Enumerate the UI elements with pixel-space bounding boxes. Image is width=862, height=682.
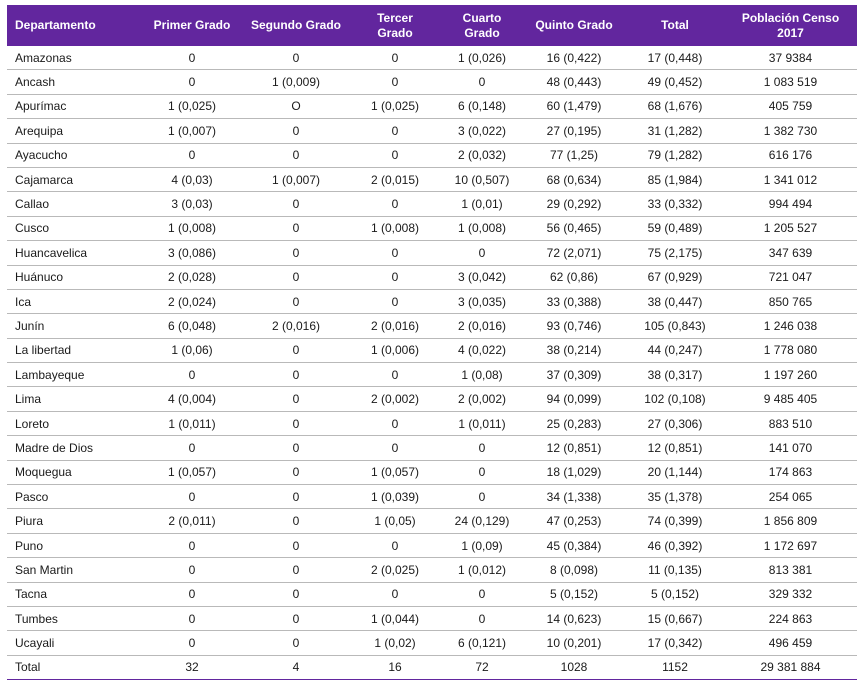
table-cell: 1 172 697 [724,533,857,557]
table-cell: 1 382 730 [724,119,857,143]
table-cell: 4 [244,655,348,679]
table-cell: 3 (0,042) [442,265,522,289]
table-cell: 8 (0,098) [522,558,626,582]
header-row [7,5,857,46]
table-cell: 1 (0,011) [442,411,522,435]
table-row [7,70,857,94]
table-row [7,46,857,70]
table-row [7,655,857,679]
row-label-cell: Moquegua [7,460,140,484]
table-cell: 1 778 080 [724,338,857,362]
table-cell: 0 [244,289,348,313]
table-cell: 85 (1,984) [626,167,724,191]
row-label-cell: Ancash [7,70,140,94]
table-cell: 45 (0,384) [522,533,626,557]
table-cell: 2 (0,016) [442,314,522,338]
column-header: Departamento [7,5,140,46]
table-cell: 2 (0,016) [348,314,442,338]
table-cell: 721 047 [724,265,857,289]
table-cell: 1152 [626,655,724,679]
table-cell: 10 (0,507) [442,167,522,191]
table-cell: 0 [244,606,348,630]
table-cell: 1 (0,02) [348,631,442,655]
table-row [7,119,857,143]
row-label-cell: Lima [7,387,140,411]
table-cell: 2 (0,025) [348,558,442,582]
table-cell: 254 065 [724,485,857,509]
table-cell: 0 [140,436,244,460]
row-label-cell: Apurímac [7,94,140,118]
table-cell: 1 083 519 [724,70,857,94]
table-cell: 27 (0,195) [522,119,626,143]
table-cell: 33 (0,388) [522,289,626,313]
table-cell: O [244,94,348,118]
row-label-cell: Ucayali [7,631,140,655]
table-cell: 0 [442,606,522,630]
table-cell: 18 (1,029) [522,460,626,484]
table-cell: 1 (0,008) [140,216,244,240]
table-cell: 0 [244,533,348,557]
row-label-cell: Cajamarca [7,167,140,191]
table-cell: 17 (0,342) [626,631,724,655]
row-label-cell: San Martin [7,558,140,582]
table-cell: 35 (1,378) [626,485,724,509]
table-cell: 1 (0,007) [140,119,244,143]
table-cell: 0 [348,436,442,460]
row-label-cell: Puno [7,533,140,557]
column-header: Total [626,5,724,46]
table-cell: 1 (0,012) [442,558,522,582]
table-cell: 72 (2,071) [522,241,626,265]
table-cell: 3 (0,03) [140,192,244,216]
table-cell: 0 [140,70,244,94]
table-cell: 24 (0,129) [442,509,522,533]
table-row [7,338,857,362]
table-cell: 10 (0,201) [522,631,626,655]
table-row [7,411,857,435]
row-label-cell: Lambayeque [7,363,140,387]
column-header: Cuarto Grado [442,5,522,46]
table-cell: 405 759 [724,94,857,118]
table-cell: 38 (0,214) [522,338,626,362]
row-label-cell: Amazonas [7,46,140,70]
table-cell: 0 [244,411,348,435]
table-cell: 0 [140,485,244,509]
table-cell: 1 (0,08) [442,363,522,387]
table-cell: 67 (0,929) [626,265,724,289]
row-label-cell: Huánuco [7,265,140,289]
table-cell: 3 (0,035) [442,289,522,313]
table-cell: 174 863 [724,460,857,484]
table-cell: 4 (0,03) [140,167,244,191]
row-label-cell: Ica [7,289,140,313]
table-cell: 12 (0,851) [626,436,724,460]
row-label-cell: Cusco [7,216,140,240]
table-cell: 0 [140,606,244,630]
table-cell: 1 (0,026) [442,46,522,70]
row-label-cell: Loreto [7,411,140,435]
table-cell: 2 (0,011) [140,509,244,533]
table-cell: 1028 [522,655,626,679]
table-cell: 0 [244,485,348,509]
table-container [7,5,857,680]
table-row [7,606,857,630]
table-cell: 850 765 [724,289,857,313]
table-cell: 1 246 038 [724,314,857,338]
row-label-cell: Tumbes [7,606,140,630]
table-cell: 1 (0,044) [348,606,442,630]
column-header: Segundo Grado [244,5,348,46]
table-cell: 2 (0,015) [348,167,442,191]
table-cell: 16 (0,422) [522,46,626,70]
table-cell: 813 381 [724,558,857,582]
table-row [7,289,857,313]
table-cell: 15 (0,667) [626,606,724,630]
table-cell: 9 485 405 [724,387,857,411]
table-cell: 1 (0,011) [140,411,244,435]
table-cell: 38 (0,447) [626,289,724,313]
table-cell: 1 (0,008) [442,216,522,240]
row-label-cell: Junín [7,314,140,338]
table-cell: 1 (0,025) [348,94,442,118]
table-cell: 2 (0,002) [348,387,442,411]
table-row [7,558,857,582]
table-cell: 0 [348,533,442,557]
table-row [7,192,857,216]
table-cell: 5 (0,152) [626,582,724,606]
row-label-cell: Madre de Dios [7,436,140,460]
table-cell: 224 863 [724,606,857,630]
table-row [7,485,857,509]
table-cell: 38 (0,317) [626,363,724,387]
table-cell: 48 (0,443) [522,70,626,94]
table-cell: 17 (0,448) [626,46,724,70]
table-cell: 4 (0,022) [442,338,522,362]
row-label-cell: Total [7,655,140,679]
table-cell: 20 (1,144) [626,460,724,484]
table-cell: 59 (0,489) [626,216,724,240]
table-cell: 1 205 527 [724,216,857,240]
table-cell: 16 [348,655,442,679]
table-cell: 74 (0,399) [626,509,724,533]
table-cell: 0 [244,216,348,240]
table-cell: 0 [442,436,522,460]
table-cell: 3 (0,086) [140,241,244,265]
table-cell: 33 (0,332) [626,192,724,216]
table-cell: 1 856 809 [724,509,857,533]
table-row [7,94,857,118]
table-cell: 46 (0,392) [626,533,724,557]
table-row [7,460,857,484]
table-row [7,143,857,167]
table-cell: 72 [442,655,522,679]
table-row [7,582,857,606]
table-cell: 0 [348,192,442,216]
table-cell: 0 [244,265,348,289]
table-cell: 68 (1,676) [626,94,724,118]
table-header [7,5,857,46]
table-row [7,216,857,240]
table-row [7,363,857,387]
table-cell: 14 (0,623) [522,606,626,630]
table-cell: 496 459 [724,631,857,655]
table-cell: 27 (0,306) [626,411,724,435]
table-cell: 994 494 [724,192,857,216]
table-cell: 56 (0,465) [522,216,626,240]
table-cell: 0 [348,289,442,313]
table-body [7,46,857,680]
table-cell: 1 341 012 [724,167,857,191]
table-row [7,387,857,411]
table-cell: 0 [244,119,348,143]
table-cell: 0 [442,460,522,484]
table-cell: 6 (0,048) [140,314,244,338]
table-cell: 94 (0,099) [522,387,626,411]
table-cell: 883 510 [724,411,857,435]
table-cell: 0 [244,387,348,411]
table-cell: 1 197 260 [724,363,857,387]
table-cell: 3 (0,022) [442,119,522,143]
table-cell: 29 381 884 [724,655,857,679]
table-cell: 102 (0,108) [626,387,724,411]
table-cell: 77 (1,25) [522,143,626,167]
column-header: Tercer Grado [348,5,442,46]
column-header: Población Censo 2017 [724,5,857,46]
table-cell: 1 (0,09) [442,533,522,557]
table-cell: 1 (0,05) [348,509,442,533]
table-cell: 79 (1,282) [626,143,724,167]
table-cell: 0 [244,338,348,362]
table-cell: 2 (0,002) [442,387,522,411]
table-cell: 0 [244,558,348,582]
table-cell: 0 [348,143,442,167]
table-cell: 0 [140,631,244,655]
table-row [7,265,857,289]
table-cell: 12 (0,851) [522,436,626,460]
table-cell: 60 (1,479) [522,94,626,118]
table-cell: 44 (0,247) [626,338,724,362]
table-cell: 6 (0,148) [442,94,522,118]
row-label-cell: Ayacucho [7,143,140,167]
table-cell: 1 (0,057) [140,460,244,484]
table-cell: 31 (1,282) [626,119,724,143]
table-cell: 0 [140,582,244,606]
table-cell: 0 [442,70,522,94]
table-row [7,509,857,533]
table-cell: 347 639 [724,241,857,265]
table-cell: 1 (0,057) [348,460,442,484]
table-cell: 62 (0,86) [522,265,626,289]
table-cell: 0 [244,46,348,70]
table-cell: 68 (0,634) [522,167,626,191]
row-label-cell: Piura [7,509,140,533]
table-cell: 0 [140,143,244,167]
table-cell: 0 [442,241,522,265]
table-cell: 5 (0,152) [522,582,626,606]
table-cell: 0 [244,363,348,387]
row-label-cell: Callao [7,192,140,216]
row-label-cell: La libertad [7,338,140,362]
table-cell: 37 9384 [724,46,857,70]
table-cell: 0 [348,265,442,289]
table-row [7,314,857,338]
table-cell: 0 [244,143,348,167]
table-cell: 29 (0,292) [522,192,626,216]
table-cell: 0 [140,558,244,582]
table-cell: 0 [244,460,348,484]
table-cell: 2 (0,016) [244,314,348,338]
table-cell: 2 (0,028) [140,265,244,289]
table-cell: 0 [348,70,442,94]
table-cell: 1 (0,006) [348,338,442,362]
table-cell: 2 (0,024) [140,289,244,313]
table-cell: 0 [348,363,442,387]
table-cell: 329 332 [724,582,857,606]
table-cell: 0 [244,582,348,606]
table-cell: 0 [140,46,244,70]
table-cell: 1 (0,06) [140,338,244,362]
table-cell: 1 (0,025) [140,94,244,118]
data-table [7,5,857,680]
table-cell: 0 [244,436,348,460]
table-row [7,241,857,265]
table-cell: 75 (2,175) [626,241,724,265]
table-cell: 105 (0,843) [626,314,724,338]
table-row [7,631,857,655]
table-cell: 49 (0,452) [626,70,724,94]
table-row [7,533,857,557]
table-cell: 1 (0,007) [244,167,348,191]
table-cell: 1 (0,008) [348,216,442,240]
table-cell: 11 (0,135) [626,558,724,582]
column-header: Quinto Grado [522,5,626,46]
table-row [7,436,857,460]
table-cell: 0 [348,582,442,606]
row-label-cell: Huancavelica [7,241,140,265]
table-cell: 0 [348,46,442,70]
table-cell: 1 (0,039) [348,485,442,509]
table-cell: 0 [348,119,442,143]
table-cell: 141 070 [724,436,857,460]
table-cell: 1 (0,009) [244,70,348,94]
table-cell: 93 (0,746) [522,314,626,338]
row-label-cell: Tacna [7,582,140,606]
table-cell: 4 (0,004) [140,387,244,411]
table-cell: 25 (0,283) [522,411,626,435]
table-cell: 0 [244,631,348,655]
row-label-cell: Arequipa [7,119,140,143]
table-cell: 32 [140,655,244,679]
table-cell: 1 (0,01) [442,192,522,216]
table-row [7,167,857,191]
table-cell: 0 [244,192,348,216]
table-cell: 0 [244,509,348,533]
table-cell: 0 [442,485,522,509]
table-cell: 0 [442,582,522,606]
column-header: Primer Grado [140,5,244,46]
table-cell: 0 [140,363,244,387]
table-cell: 37 (0,309) [522,363,626,387]
table-cell: 0 [348,411,442,435]
table-cell: 6 (0,121) [442,631,522,655]
table-cell: 0 [244,241,348,265]
row-label-cell: Pasco [7,485,140,509]
table-cell: 616 176 [724,143,857,167]
table-cell: 0 [140,533,244,557]
table-cell: 47 (0,253) [522,509,626,533]
table-cell: 2 (0,032) [442,143,522,167]
table-cell: 0 [348,241,442,265]
table-cell: 34 (1,338) [522,485,626,509]
